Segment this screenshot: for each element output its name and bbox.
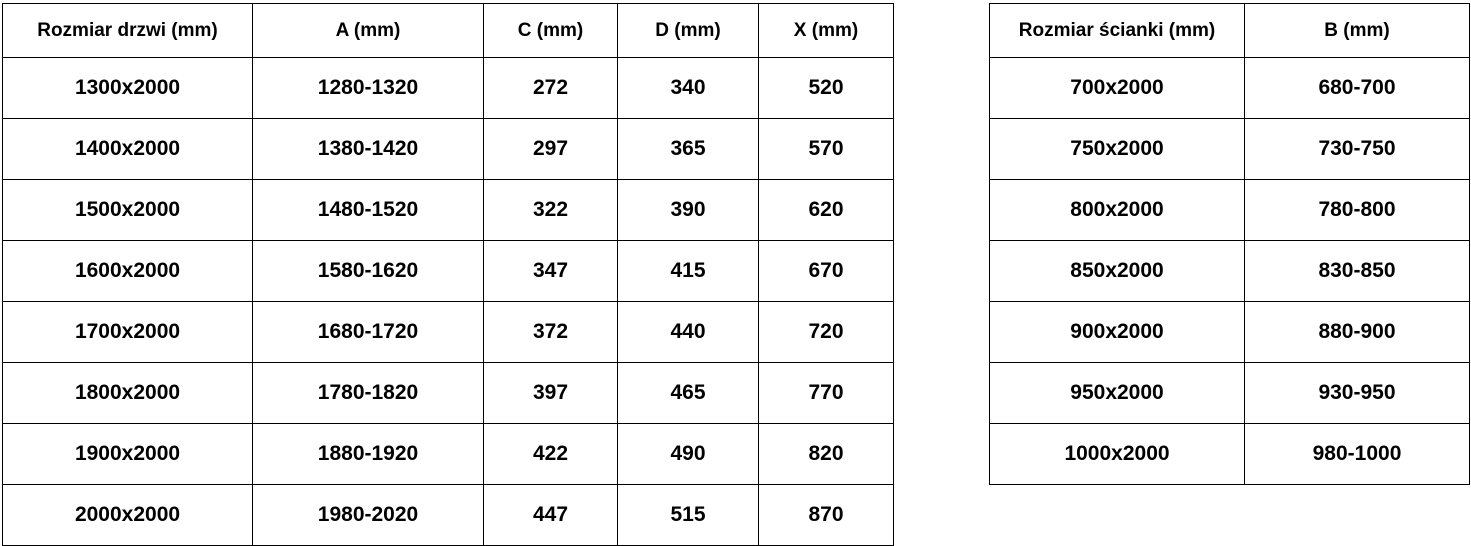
table-row: [990, 424, 1470, 485]
column-header-c: C (mm): [484, 4, 618, 58]
column-header-a: A (mm): [253, 4, 484, 58]
cell-c: 422: [484, 424, 618, 485]
cell-d: 340: [618, 58, 759, 119]
cell-wall-size: 950x2000: [990, 363, 1245, 424]
cell-c: 447: [484, 485, 618, 546]
table-row: [3, 302, 894, 363]
table-row: [990, 119, 1470, 180]
cell-a: 1280-1320: [253, 58, 484, 119]
cell-c: 272: [484, 58, 618, 119]
table-row: [3, 485, 894, 546]
cell-d: 415: [618, 241, 759, 302]
wall-sizes-table: [989, 3, 1470, 485]
cell-door-size: 1800x2000: [3, 363, 253, 424]
table-row: [990, 363, 1470, 424]
door-sizes-table: [2, 3, 894, 546]
cell-wall-size: 900x2000: [990, 302, 1245, 363]
cell-door-size: 1900x2000: [3, 424, 253, 485]
cell-c: 397: [484, 363, 618, 424]
cell-a: 1580-1620: [253, 241, 484, 302]
cell-b: 930-950: [1245, 363, 1470, 424]
cell-b: 830-850: [1245, 241, 1470, 302]
cell-wall-size: 1000x2000: [990, 424, 1245, 485]
column-header-wall-size: Rozmiar ścianki (mm): [990, 4, 1245, 58]
table-row: [3, 424, 894, 485]
cell-a: 1980-2020: [253, 485, 484, 546]
cell-d: 365: [618, 119, 759, 180]
cell-d: 490: [618, 424, 759, 485]
column-header-x: X (mm): [759, 4, 894, 58]
cell-x: 520: [759, 58, 894, 119]
cell-door-size: 1300x2000: [3, 58, 253, 119]
table-row: [990, 302, 1470, 363]
cell-x: 670: [759, 241, 894, 302]
cell-wall-size: 750x2000: [990, 119, 1245, 180]
cell-wall-size: 850x2000: [990, 241, 1245, 302]
cell-wall-size: 700x2000: [990, 58, 1245, 119]
cell-c: 347: [484, 241, 618, 302]
table-row: [3, 119, 894, 180]
column-header-d: D (mm): [618, 4, 759, 58]
cell-d: 465: [618, 363, 759, 424]
column-header-door-size: Rozmiar drzwi (mm): [3, 4, 253, 58]
cell-a: 1480-1520: [253, 180, 484, 241]
cell-b: 880-900: [1245, 302, 1470, 363]
cell-b: 730-750: [1245, 119, 1470, 180]
cell-door-size: 2000x2000: [3, 485, 253, 546]
table-header-row: [3, 4, 894, 58]
cell-door-size: 1700x2000: [3, 302, 253, 363]
table-row: [3, 241, 894, 302]
cell-x: 570: [759, 119, 894, 180]
cell-x: 770: [759, 363, 894, 424]
cell-x: 720: [759, 302, 894, 363]
table-row: [990, 58, 1470, 119]
cell-d: 390: [618, 180, 759, 241]
cell-a: 1380-1420: [253, 119, 484, 180]
cell-a: 1780-1820: [253, 363, 484, 424]
column-header-b: B (mm): [1245, 4, 1470, 58]
cell-x: 870: [759, 485, 894, 546]
table-row: [990, 241, 1470, 302]
cell-c: 372: [484, 302, 618, 363]
cell-b: 680-700: [1245, 58, 1470, 119]
cell-d: 515: [618, 485, 759, 546]
cell-b: 780-800: [1245, 180, 1470, 241]
table-row: [990, 180, 1470, 241]
table-row: [3, 58, 894, 119]
cell-c: 297: [484, 119, 618, 180]
cell-a: 1880-1920: [253, 424, 484, 485]
cell-x: 620: [759, 180, 894, 241]
cell-x: 820: [759, 424, 894, 485]
cell-a: 1680-1720: [253, 302, 484, 363]
table-row: [3, 180, 894, 241]
table-header-row: [990, 4, 1470, 58]
cell-b: 980-1000: [1245, 424, 1470, 485]
cell-door-size: 1500x2000: [3, 180, 253, 241]
cell-door-size: 1600x2000: [3, 241, 253, 302]
cell-wall-size: 800x2000: [990, 180, 1245, 241]
cell-door-size: 1400x2000: [3, 119, 253, 180]
table-row: [3, 363, 894, 424]
cell-c: 322: [484, 180, 618, 241]
cell-d: 440: [618, 302, 759, 363]
